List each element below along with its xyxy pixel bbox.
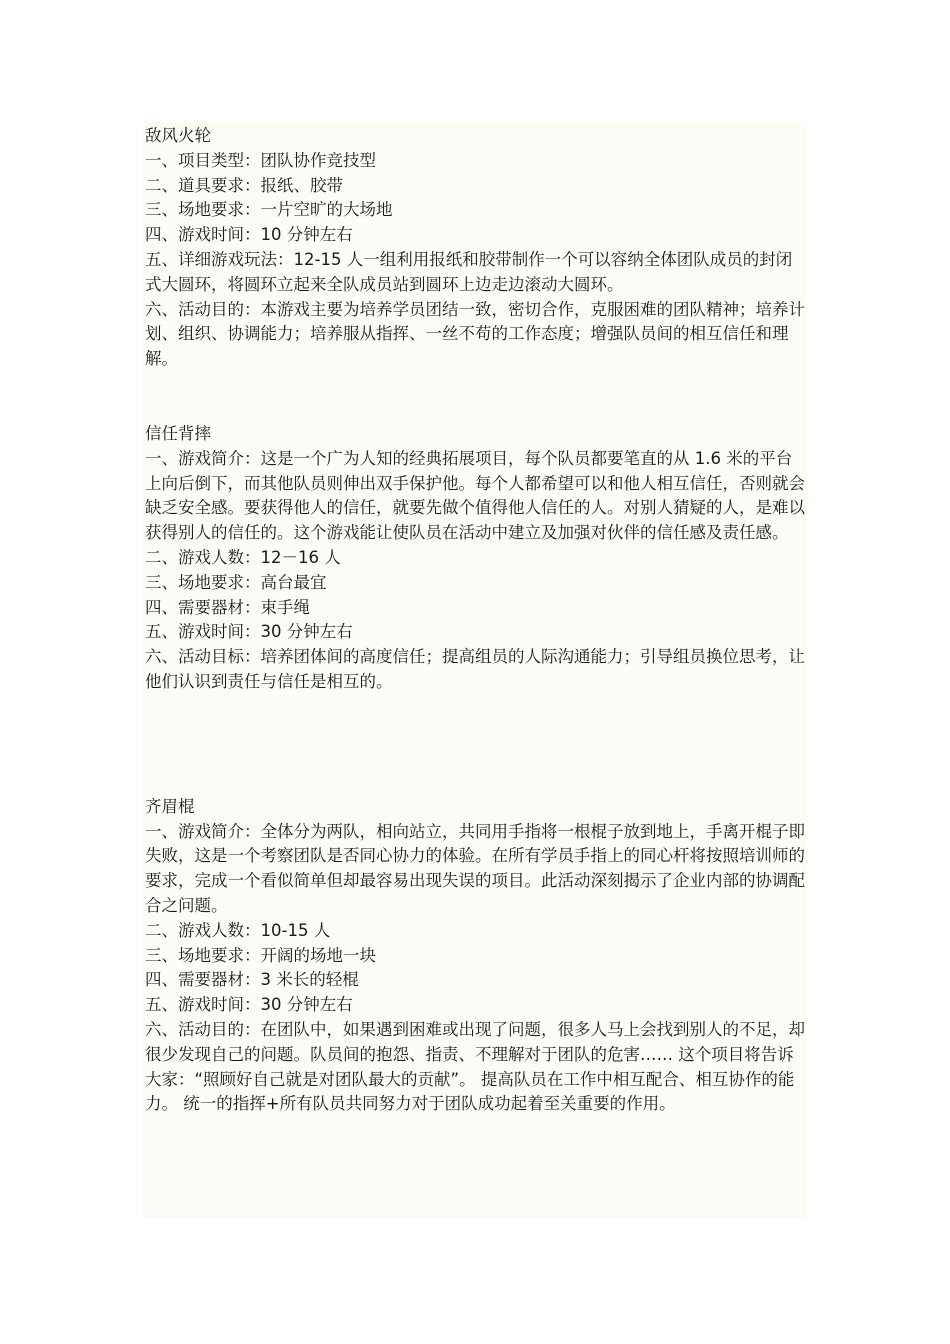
section-spacer (145, 695, 805, 795)
item-intro: 一、游戏简介：这是一个广为人知的经典拓展项目，每个队员都要笔直的从 1.6 米的平台上向后倒下，而其他队员则伸出双手保护他。每个人都希望可以和他人相互信任，否则就会缺乏安全感。要获得他人的信任，就要先做个值得他人信任的人。对别人猜疑的人，是难以获得别人的信任的。这个游戏能让使队员在活动中建立及加强对伙伴的信任感及责任感。 (145, 448, 805, 543)
section-fire-wheel (145, 124, 805, 372)
item-venue: 三、场地要求：一片空旷的大场地 (145, 200, 393, 220)
section-spacer (145, 372, 805, 422)
item-duration: 五、游戏时间：30 分钟左右 (145, 995, 353, 1015)
item-venue: 三、场地要求：开阔的场地一块 (145, 945, 376, 965)
item-players: 二、游戏人数：10-15 人 (145, 920, 331, 940)
item-duration: 四、游戏时间：10 分钟左右 (145, 225, 353, 245)
item-duration: 五、游戏时间：30 分钟左右 (145, 622, 353, 642)
section-title: 敌风火轮 (145, 126, 211, 145)
item-equipment: 四、需要器材：3 米长的轻棍 (145, 970, 359, 990)
item-venue: 三、场地要求：高台最宜 (145, 572, 327, 592)
item-type: 一、项目类型：团队协作竞技型 (145, 150, 376, 170)
section-trust-fall (145, 422, 805, 695)
item-equipment: 四、需要器材：束手绳 (145, 597, 310, 617)
section-helium-stick (145, 795, 805, 1117)
section-title: 齐眉棍 (145, 796, 195, 816)
item-purpose: 六、活动目的：在团队中，如果遇到困难或出现了问题，很多人马上会找到别人的不足，却很少发现自己的问题。队员间的抱怨、指责、不理解对于团队的危害…… 这个项目将告诉大家：“照顾好自己就是对团队最大的贡献”。 提高队员在工作中相互配合、相互协作的能力。 统一的指挥+所有队员共同努力对于团队成功起着至关重要的作用。 (145, 1019, 805, 1114)
item-players: 二、游戏人数：12－16 人 (145, 547, 341, 567)
document-body (145, 124, 805, 1117)
item-purpose: 六、活动目的：本游戏主要为培养学员团结一致，密切合作，克服困难的团队精神；培养计划、组织、协调能力；培养服从指挥、一丝不苟的工作态度；增强队员间的相互信任和理解。 (145, 299, 805, 369)
item-goal: 六、活动目标：培养团体间的高度信任；提高组员的人际沟通能力；引导组员换位思考，让他们认识到责任与信任是相互的。 (145, 647, 805, 691)
item-gameplay: 五、详细游戏玩法：12-15 人一组利用报纸和胶带制作一个可以容纳全体团队成员的封闭式大圆环，将圆环立起来全队成员站到圆环上边走边滚动大圆环。 (145, 249, 793, 294)
section-title: 信任背摔 (145, 423, 211, 443)
item-props: 二、道具要求：报纸、胶带 (145, 175, 343, 195)
item-intro: 一、游戏简介：全体分为两队，相向站立，共同用手指将一根棍子放到地上，手离开棍子即失败，这是一个考察团队是否同心协力的体验。在所有学员手指上的同心杆将按照培训师的要求，完成一个看似简单但却最容易出现失误的项目。此活动深刻揭示了企业内部的协调配合之问题。 (145, 821, 805, 915)
